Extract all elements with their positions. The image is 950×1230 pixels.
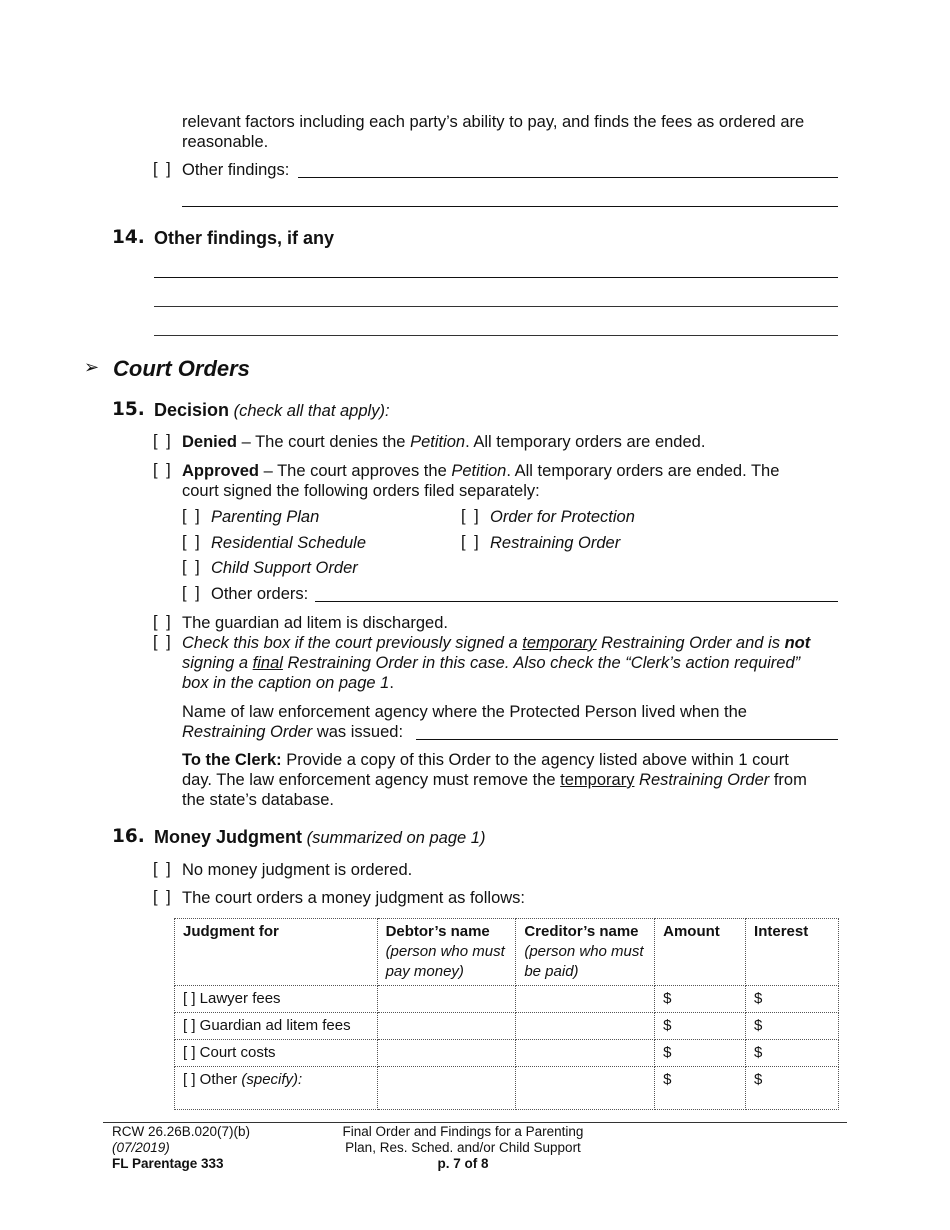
- money-judgment-checkbox[interactable]: [ ]: [153, 888, 173, 906]
- gal-discharged-text: The guardian ad litem is discharged.: [182, 614, 448, 632]
- debtor-cell[interactable]: [377, 1040, 516, 1067]
- approved-text-line2: court signed the following orders filed separately:: [182, 482, 540, 500]
- arrow-bullet-icon: ➢: [84, 357, 100, 378]
- footer-title-line2: Plan, Res. Sched. and/or Child Support: [345, 1140, 581, 1155]
- agency-text-line1: Name of law enforcement agency where the Protected Person lived when the: [182, 703, 747, 721]
- agency-text-line2: Restraining Order was issued:: [182, 723, 404, 741]
- row-label-other[interactable]: [ ] Other (specify):: [175, 1067, 378, 1110]
- interest-cell[interactable]: $: [746, 1067, 839, 1110]
- section-15-title: Decision: [154, 400, 230, 420]
- table-header-row: [175, 919, 839, 986]
- table-row: [175, 986, 839, 1013]
- debtor-cell[interactable]: [377, 986, 516, 1013]
- footer-form-number: FL Parentage 333: [112, 1156, 224, 1171]
- interest-cell[interactable]: $: [746, 1013, 839, 1040]
- amount-cell[interactable]: $: [655, 1013, 746, 1040]
- debtor-cell[interactable]: [377, 1067, 516, 1110]
- table-row: [175, 1040, 839, 1067]
- restraining-order-label: Restraining Order: [490, 534, 621, 552]
- creditor-cell[interactable]: [516, 1040, 655, 1067]
- other-findings-input-line2[interactable]: [182, 206, 838, 207]
- amount-cell[interactable]: $: [655, 986, 746, 1013]
- other-orders-input-line[interactable]: [315, 601, 838, 602]
- temporary-restraining-line3: box in the caption on page 1.: [182, 674, 394, 692]
- clerk-text-line2: day. The law enforcement agency must remove the temporary Restraining Order from: [182, 771, 807, 789]
- row-label-court-costs[interactable]: [ ] Court costs: [175, 1040, 378, 1067]
- parenting-plan-checkbox[interactable]: [ ]: [182, 507, 202, 525]
- temporary-restraining-checkbox[interactable]: [ ]: [153, 633, 173, 651]
- temporary-restraining-line2: signing a final Restraining Order in this case. Also check the “Clerk’s action required”: [182, 654, 801, 672]
- residential-schedule-label: Residential Schedule: [211, 534, 367, 552]
- row-label-gal-fees[interactable]: [ ] Guardian ad litem fees: [175, 1013, 378, 1040]
- fees-paragraph-line2: reasonable.: [182, 133, 269, 151]
- section-15-number: 15.: [112, 399, 145, 420]
- footer-left: [112, 1124, 250, 1172]
- section-15-heading: [154, 400, 390, 421]
- table-row: [175, 1013, 839, 1040]
- header-debtor: Debtor’s name (person who must pay money): [377, 919, 516, 986]
- money-judgment-text: The court orders a money judgment as follows:: [182, 889, 525, 907]
- other-findings-checkbox[interactable]: [ ]: [153, 160, 173, 178]
- residential-schedule-checkbox[interactable]: [ ]: [182, 533, 202, 551]
- footer-center: [313, 1124, 613, 1172]
- agency-name-input-line[interactable]: [416, 739, 838, 740]
- restraining-order-checkbox[interactable]: [ ]: [461, 533, 481, 551]
- footer-date: (07/2019): [112, 1140, 170, 1155]
- header-creditor: Creditor’s name (person who must be paid): [516, 919, 655, 986]
- amount-cell[interactable]: $: [655, 1067, 746, 1110]
- denied-checkbox[interactable]: [ ]: [153, 432, 173, 450]
- section-14-line1[interactable]: [154, 277, 838, 278]
- table-row: [175, 1067, 839, 1110]
- parenting-plan-label: Parenting Plan: [211, 508, 320, 526]
- temporary-restraining-line1: Check this box if the court previously signed a temporary Restraining Order and is not: [182, 634, 811, 652]
- row-label-lawyer-fees[interactable]: [ ] Lawyer fees: [175, 986, 378, 1013]
- creditor-cell[interactable]: [516, 986, 655, 1013]
- child-support-checkbox[interactable]: [ ]: [182, 558, 202, 576]
- order-protection-checkbox[interactable]: [ ]: [461, 507, 481, 525]
- clerk-text-line3: the state’s database.: [182, 791, 334, 809]
- other-orders-label: Other orders:: [211, 585, 309, 603]
- footer-page-number: p. 7 of 8: [437, 1156, 489, 1171]
- interest-cell[interactable]: $: [746, 1040, 839, 1067]
- creditor-cell[interactable]: [516, 1067, 655, 1110]
- section-16-subtitle: (summarized on page 1): [306, 829, 486, 847]
- debtor-cell[interactable]: [377, 1013, 516, 1040]
- gal-discharged-checkbox[interactable]: [ ]: [153, 613, 173, 631]
- section-14-line2[interactable]: [154, 306, 838, 307]
- interest-cell[interactable]: $: [746, 986, 839, 1013]
- section-16-title: Money Judgment: [154, 827, 303, 847]
- footer-title-line1: Final Order and Findings for a Parenting: [342, 1124, 584, 1139]
- other-orders-checkbox[interactable]: [ ]: [182, 584, 202, 602]
- header-interest: Interest: [746, 919, 839, 986]
- header-judgment-for: Judgment for: [175, 919, 378, 986]
- other-findings-input-line1[interactable]: [298, 177, 838, 178]
- court-orders-heading: Court Orders: [113, 356, 250, 381]
- no-judgment-text: No money judgment is ordered.: [182, 861, 413, 879]
- section-15-subtitle: (check all that apply):: [233, 402, 390, 420]
- approved-checkbox[interactable]: [ ]: [153, 461, 173, 479]
- section-16-heading: [154, 827, 485, 848]
- footer-divider: [103, 1122, 847, 1123]
- child-support-label: Child Support Order: [211, 559, 358, 577]
- money-judgment-table: [174, 918, 839, 1110]
- other-findings-label: Other findings:: [182, 161, 290, 179]
- footer-rcw: RCW 26.26B.020(7)(b): [112, 1124, 251, 1139]
- order-protection-label: Order for Protection: [490, 508, 635, 526]
- section-14-number: 14.: [112, 227, 145, 248]
- section-14-title: Other findings, if any: [154, 228, 335, 248]
- section-14-line3[interactable]: [154, 335, 838, 336]
- fees-paragraph-line1: relevant factors including each party’s ability to pay, and finds the fees as ordered are: [182, 113, 805, 131]
- clerk-text-line1: To the Clerk: Provide a copy of this Order to the agency listed above within 1 court: [182, 751, 789, 769]
- amount-cell[interactable]: $: [655, 1040, 746, 1067]
- section-16-number: 16.: [112, 826, 145, 847]
- denied-text: Denied – The court denies the Petition. All temporary orders are ended.: [182, 433, 706, 451]
- header-amount: Amount: [655, 919, 746, 986]
- no-judgment-checkbox[interactable]: [ ]: [153, 860, 173, 878]
- creditor-cell[interactable]: [516, 1013, 655, 1040]
- approved-text-line1: Approved – The court approves the Petition. All temporary orders are ended. The: [182, 462, 780, 480]
